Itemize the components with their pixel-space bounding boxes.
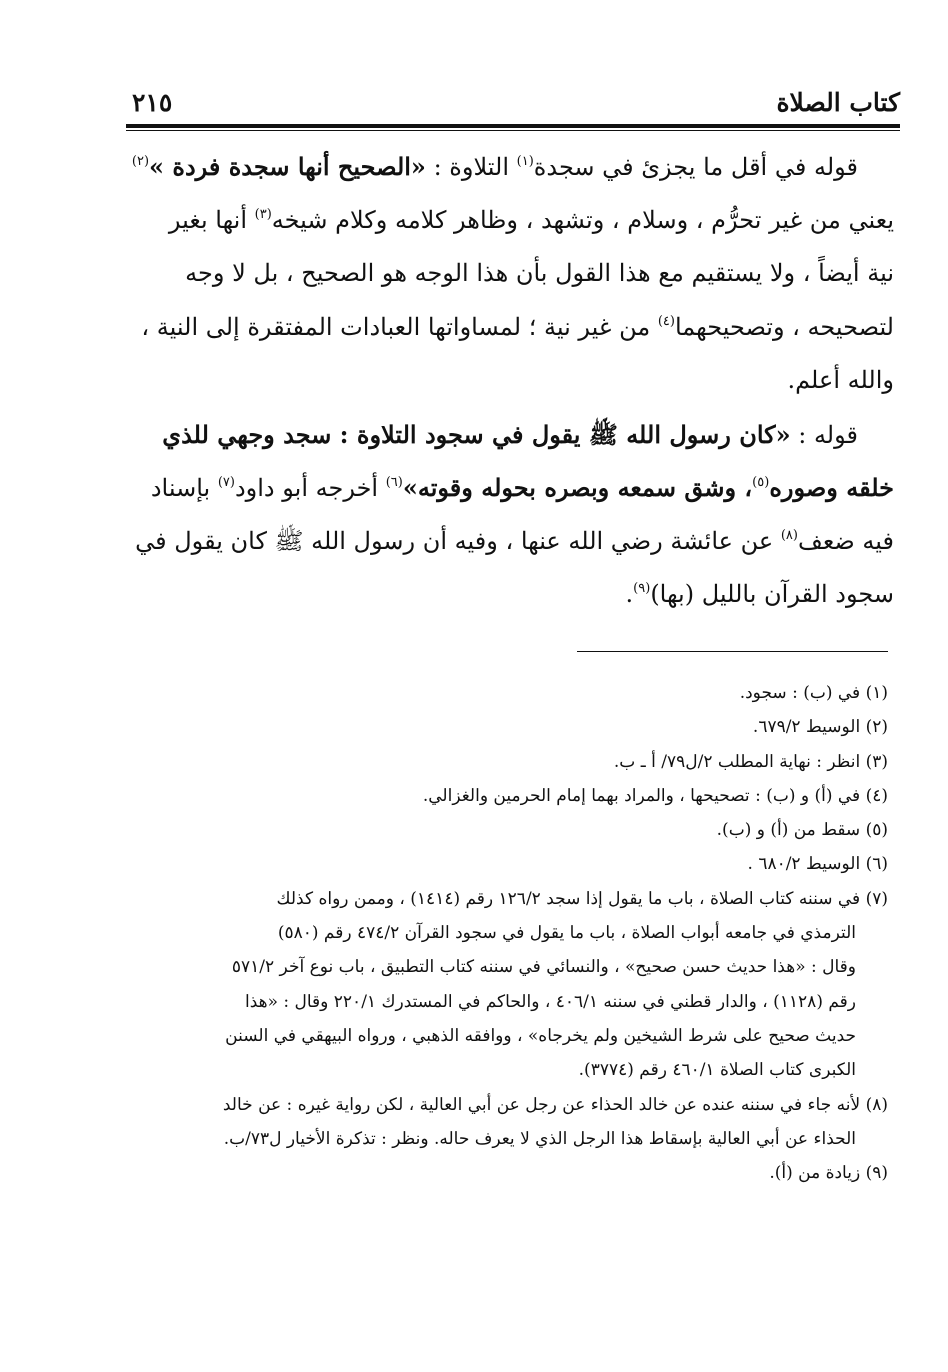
text-line: سجود القرآن بالليل (بها)$^{(٩)}$.: [625, 580, 894, 608]
footnote: (١) في (ب) : سجود.: [739, 683, 888, 703]
text-line: نية أيضاً ، ولا يستقيم مع هذا القول بأن هذا الوجه هو الصحيح ، بل لا وجه: [185, 259, 894, 287]
footnote: (٨) لأنه جاء في سننه عنده عن خالد الحذاء عن رجل عن أبي العالية ، لكن رواية غيره : عن خالد: [222, 1094, 888, 1115]
text-line: فيه ضعف$^{(٨)}$ عن عائشة رضي الله عنها ، وفيه أن رسول الله ﷺ كان يقول في: [135, 526, 894, 555]
footnote-continuation: رقم (١١٢٨) ، والدار قطني في سننه ٤٠٦/١ ، والحاكم في المستدرك ٢٢٠/١ وقال : «هذا: [244, 991, 856, 1012]
footnote: (٧) في سننه كتاب الصلاة ، باب ما يقول إذا سجد ١٢٦/٢ رقم (١٤١٤) ، وممن رواه كذلك: [276, 888, 888, 909]
header-rule: [126, 124, 900, 128]
footnote-ref: (٧): [217, 475, 235, 490]
header-rule-thin: [126, 130, 900, 131]
quoted-text: «الصحيح أنها سجدة فردة »: [149, 152, 426, 181]
footnote-continuation: الحذاء عن أبي العالية بإسقاط هذا الرجل الذي لا يعرف حاله. ونظر : تذكرة الأخيار ل٧٣/ب.: [223, 1128, 856, 1149]
footnote-continuation: حديث صحيح على شرط الشيخين ولم يخرجاه» ، ووافقه الذهبي ، ورواه البيهقي في السنن: [225, 1025, 856, 1046]
footnote: (٤) في (أ) و (ب) : تصحيحها ، والمراد بهما إمام الحرمين والغزالي.: [422, 785, 888, 806]
footnote: (٣) انظر : نهاية المطلب ٢/ل٧٩/ أ ـ ب.: [613, 751, 888, 772]
running-head: [126, 88, 900, 124]
footnote-continuation: الترمذي في جامعه أبواب الصلاة ، باب ما يقول في سجود القرآن ٤٧٤/٢ رقم (٥٨٠): [277, 923, 856, 944]
footnote-ref: (٤): [657, 313, 675, 329]
footnote-ref: (٣): [254, 206, 272, 222]
footnote-ref: (٥): [752, 475, 770, 490]
footnote-separator: [577, 651, 888, 652]
footnote-continuation: الكبرى كتاب الصلاة ٤٦٠/١ رقم (٣٧٧٤).: [578, 1060, 856, 1081]
footnote-ref: (١): [516, 154, 534, 169]
footnotes: [126, 676, 888, 1190]
footnote: (٩) زيادة من (أ).: [769, 1163, 888, 1184]
footnote-ref: (٨): [780, 527, 798, 543]
quoted-text: ، وشق سمعه وبصره بحوله وقوته»: [402, 473, 753, 502]
footnote: (٦) الوسيط ٦٨٠/٢ .: [747, 854, 888, 875]
quoted-text: خلقه وصوره: [769, 473, 894, 502]
footnote: (٥) سقط من (أ) و (ب).: [716, 820, 888, 841]
footnote-ref: (٢): [131, 154, 150, 169]
main-text: [132, 140, 894, 640]
text-line: قوله في أقل ما يجزئ في سجدة$^{(١)}$ التلاوة : «الصحيح أنها سجدة فردة »$^{(٢)}$: [131, 152, 858, 181]
text-line: قوله : «كان رسول الله ﷺ يقول في سجود التلاوة : سجد وجهي للذي: [162, 419, 858, 449]
footnote-continuation: وقال : «هذا حديث حسن صحيح» ، والنسائي في سننه كتاب التطبيق ، باب نوع آخر ٥٧١/٢: [231, 957, 856, 978]
quoted-text: «كان رسول الله ﷺ يقول في سجود التلاوة : سجد وجهي للذي: [162, 419, 791, 449]
footnote-ref: (٦): [385, 475, 403, 490]
page-number: ٢١٥: [132, 88, 173, 117]
text-line: لتصحيحه ، وتصحيحهما$^{(٤)}$ من غير نية ؛ لمساواتها العبادات المفتقرة إلى النية ،: [141, 312, 894, 341]
footnote: (٢) الوسيط ٦٧٩/٢.: [752, 717, 888, 738]
text-line: يعني من غير تحرُّم ، وسلام ، وتشهد ، وظاهر كلامه وكلام شيخه$^{(٣)}$ أنها بغير: [168, 205, 894, 234]
text-line: والله أعلم.: [787, 366, 894, 394]
text-line: خلقه وصوره$^{(٥)}$، وشق سمعه وبصره بحوله وقوته»$^{(٦)}$ أخرجه أبو داود$^{(٧)}$ بإسناد: [150, 473, 894, 502]
footnote-ref: (٩): [633, 581, 651, 596]
book-title: كتاب الصلاة: [776, 88, 900, 117]
